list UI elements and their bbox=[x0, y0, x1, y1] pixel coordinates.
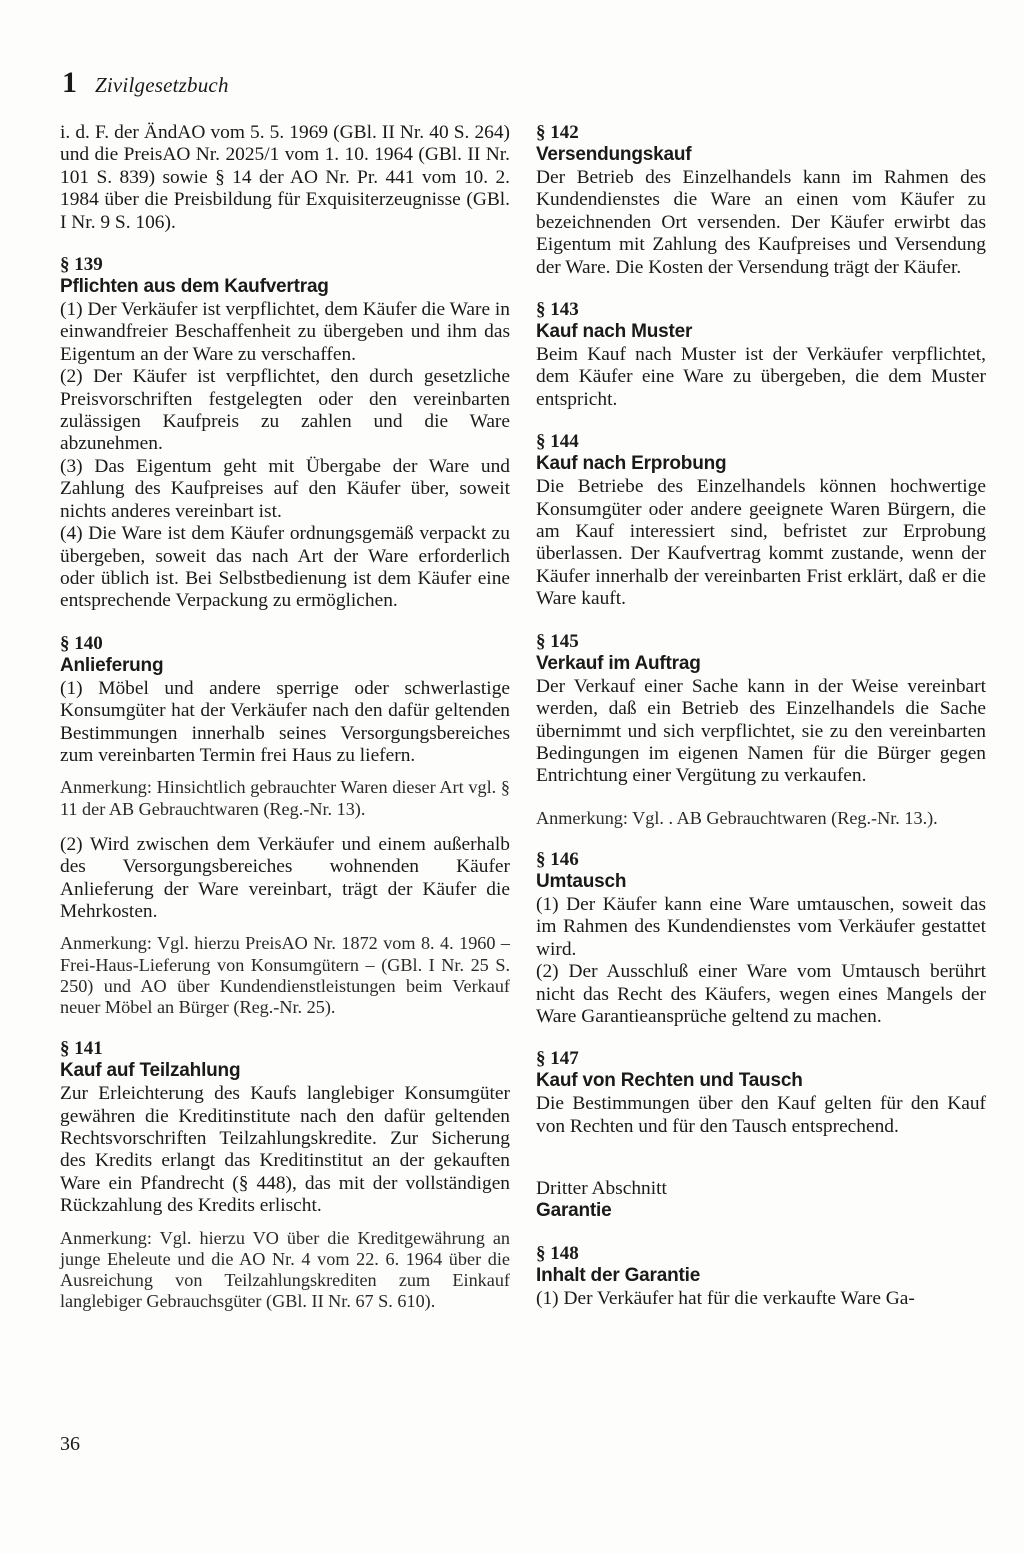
section-number: § 140 bbox=[60, 632, 103, 654]
paragraph: (1) Möbel und andere sperrige oder schwerlastige Konsumgüter hat der Verkäufer nach den dafür geltenden Bestimmungen innerhalb seines Versorgungsbereiches zum vereinbarten Termin frei Haus zu liefern. bbox=[60, 677, 510, 766]
section-title: Anlieferung bbox=[60, 654, 164, 676]
division-label: Dritter Abschnitt bbox=[536, 1178, 667, 1200]
paragraph: Zur Erleichterung des Kaufs langlebiger Konsumgüter gewähren die Kreditinstitute nach den dafür geltenden Rechtsvorschriften Teilzahlungskredite. Zur Sicherung des Kredits erlangt das Kreditinstitut an der gekauften Ware ein Pfandrecht (§ 448), das mit der vollständigen Rückzahlung des Kredits erlischt. bbox=[60, 1083, 510, 1217]
paragraph: (2) Der Käufer ist verpflichtet, den durch gesetzliche Preisvorschriften festgelegten oder den vereinbarten zulässigen Kaufpreis zu zahlen und die Ware abzunehmen. bbox=[60, 366, 510, 455]
section-number: § 142 bbox=[536, 122, 579, 143]
section-139 bbox=[60, 254, 510, 613]
section-number: § 145 bbox=[536, 630, 579, 652]
paragraph: Der Verkauf einer Sache kann in der Weise vereinbart werden, daß ein Betrieb des Einzelhandels die Sache übernimmt und sich verpflichtet, sie zu den vereinbarten Bedingungen im eigenen Namen für die Bürger gegen Entrichtung einer Vergütung zu verkaufen. bbox=[536, 675, 986, 787]
section-145 bbox=[536, 631, 986, 829]
section-title: Kauf auf Teilzahlung bbox=[60, 1060, 241, 1082]
section-title: Versendungskauf bbox=[536, 144, 692, 165]
section-title: Umtausch bbox=[536, 870, 627, 892]
section-142 bbox=[536, 122, 986, 279]
section-number: § 144 bbox=[536, 431, 579, 453]
section-title: Pflichten aus dem Kaufvertrag bbox=[60, 276, 329, 298]
section-147 bbox=[536, 1048, 986, 1138]
running-header bbox=[62, 66, 229, 106]
annotation-note: Anmerkung: Vgl. . AB Gebrauchtwaren (Reg.-Nr. 13.). bbox=[536, 807, 938, 828]
paragraph: Die Betriebe des Einzelhandels können hochwertige Konsumgüter oder andere geeignete Waren Bürgern, die am Kauf interessiert sind, befristet zur Erprobung überlassen. Der Kaufvertrag kommt zustande, wenn der Käufer innerhalb der vereinbarten Frist erklärt, daß er die Ware kauft. bbox=[536, 476, 986, 610]
right-column bbox=[536, 122, 986, 1311]
page-number: 36 bbox=[60, 1433, 80, 1455]
intro-paragraph: i. d. F. der ÄndAO vom 5. 5. 1969 (GBl. II Nr. 40 S. 264) und die PreisAO Nr. 2025/1 vom 1. 10. 1964 (GBl. II Nr. 101 S. 839) sowie § 14 der AO Nr. Pr. 441 vom 10. 2. 1984 über die Preisbildung für Exquisiterzeugnisse (GBl. I Nr. 9 S. 106). bbox=[60, 122, 510, 233]
section-number: § 146 bbox=[536, 848, 579, 870]
section-title: Inhalt der Garantie bbox=[536, 1265, 701, 1287]
section-title: Kauf nach Muster bbox=[536, 321, 693, 343]
paragraph: Die Bestimmungen über den Kauf gelten für den Kauf von Rechten und für den Tausch entsprechend. bbox=[536, 1093, 986, 1137]
paragraph: Der Betrieb des Einzelhandels kann im Rahmen des Kundendienstes die Ware an einen vom Käufer zu bezeichnenden Ort versenden. Der Käufer erwirbt das Eigentum mit Zahlung des Kaufpreises und Versendung der Ware. Die Kosten der Versendung trägt der Käufer. bbox=[536, 167, 986, 278]
paragraph: (1) Der Verkäufer hat für die verkaufte Ware Ga- bbox=[536, 1288, 915, 1310]
section-141 bbox=[60, 1038, 510, 1312]
annotation-note: Anmerkung: Vgl. hierzu VO über die Kreditgewährung an junge Eheleute und die AO Nr. 4 vom 22. 6. 1964 über die Ausreichung von Teilzahlungskrediten zum Einkauf langlebiger Gebrauchsgüter (GBl. II Nr. 67 S. 610). bbox=[60, 1227, 510, 1312]
section-number: § 143 bbox=[536, 299, 579, 321]
division-heading bbox=[536, 1178, 986, 1222]
section-title: Verkauf im Auftrag bbox=[536, 652, 701, 674]
paragraph: (1) Der Verkäufer ist verpflichtet, dem Käufer die Ware in einwandfreier Beschaffenheit zu übergeben und ihm das Eigentum an der Ware zu verschaffen. bbox=[60, 299, 510, 365]
paragraph: (2) Wird zwischen dem Verkäufer und einem außerhalb des Versorgungsbereiches wohnenden Käufer Anlieferung der Ware vereinbart, trägt der Käufer die Mehrkosten. bbox=[60, 833, 510, 922]
section-title: Kauf nach Erprobung bbox=[536, 453, 727, 475]
paragraph: (3) Das Eigentum geht mit Übergabe der Ware und Zahlung des Kaufpreises auf den Käufer über, soweit nichts anderes vereinbart ist. bbox=[60, 455, 510, 522]
section-number: § 141 bbox=[60, 1038, 103, 1060]
left-column bbox=[60, 122, 510, 1312]
section-number: § 139 bbox=[60, 254, 103, 276]
section-143 bbox=[536, 299, 986, 411]
chapter-title: Zivilgesetzbuch bbox=[95, 73, 229, 97]
annotation-note: Anmerkung: Vgl. hierzu PreisAO Nr. 1872 vom 8. 4. 1960 – Frei-Haus-Lieferung von Konsumgütern – (GBl. I Nr. 25 S. 250) und AO über Kundendienstleistungen beim Verkauf neuer Möbel an Bürger (Reg.-Nr. 25). bbox=[60, 933, 510, 1017]
annotation-note: Anmerkung: Hinsichtlich gebrauchter Waren dieser Art vgl. § 11 der AB Gebrauchtwaren (Reg.-Nr. 13). bbox=[60, 777, 510, 819]
section-146 bbox=[536, 849, 986, 1028]
section-140 bbox=[60, 633, 510, 1018]
section-144 bbox=[536, 431, 986, 610]
paragraph: (1) Der Käufer kann eine Ware umtauschen, soweit das im Rahmen des Kundendienstes vom Verkäufer gestattet wird. bbox=[536, 893, 986, 960]
section-number: § 147 bbox=[536, 1048, 579, 1070]
paragraph: (4) Die Ware ist dem Käufer ordnungsgemäß verpackt zu übergeben, soweit das nach Art der Ware erforderlich oder üblich ist. Bei Selbstbedienung ist dem Käufer eine entsprechende Verpackung zu ermöglichen. bbox=[60, 523, 510, 612]
section-number: § 148 bbox=[536, 1243, 579, 1265]
section-148 bbox=[536, 1243, 986, 1310]
section-title: Kauf von Rechten und Tausch bbox=[536, 1070, 803, 1092]
paragraph: (2) Der Ausschluß einer Ware vom Umtausch berührt nicht das Recht des Käufers, wegen eines Mangels der Ware Garantieansprüche geltend zu machen. bbox=[536, 961, 986, 1027]
chapter-number: 1 bbox=[62, 66, 77, 99]
paragraph: Beim Kauf nach Muster ist der Verkäufer verpflichtet, dem Käufer eine Ware zu übergeben, die dem Muster entspricht. bbox=[536, 344, 986, 410]
division-title: Garantie bbox=[536, 1200, 612, 1222]
